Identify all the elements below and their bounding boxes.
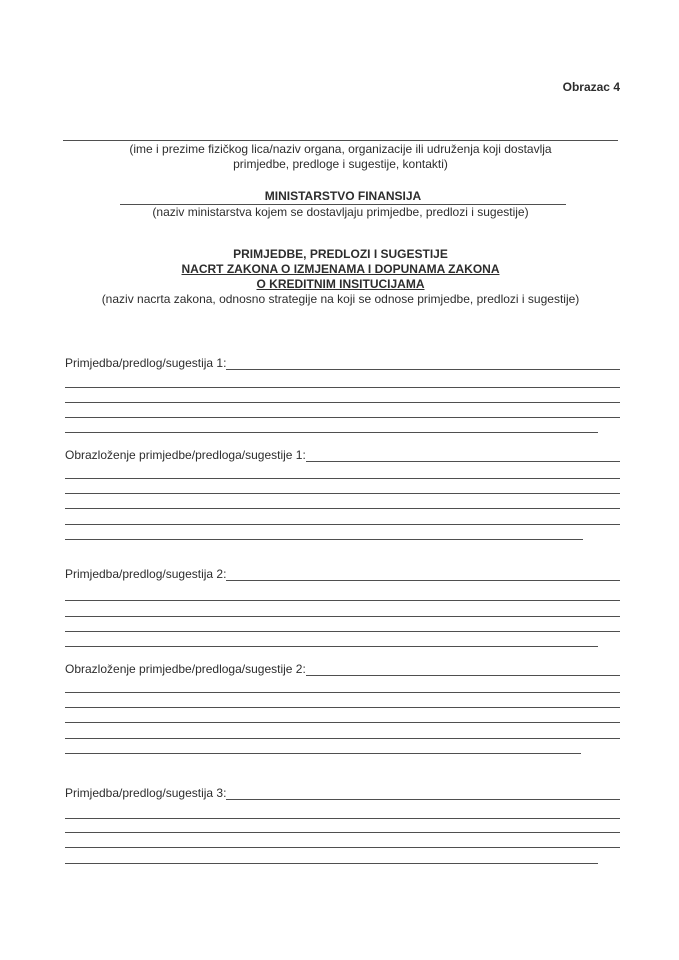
write-line bbox=[65, 847, 620, 848]
sender-caption-line2: primjedbe, predloge i sugestije, kontakti) bbox=[233, 157, 448, 171]
write-line-short bbox=[65, 432, 598, 433]
write-line-short bbox=[65, 646, 598, 647]
field-row-primjedba-1 bbox=[65, 356, 620, 370]
sender-fill-line bbox=[63, 140, 618, 141]
write-line bbox=[65, 387, 620, 388]
field-label-primjedba-1: Primjedba/predlog/sugestija 1: bbox=[65, 356, 227, 370]
document-title-line3: O KREDITNIM INSITUCIJAMA bbox=[256, 277, 425, 291]
write-line-short bbox=[65, 753, 581, 754]
write-line bbox=[65, 524, 620, 525]
write-line bbox=[65, 600, 620, 601]
field-fill-line bbox=[306, 448, 620, 462]
field-row-obrazlozenje-2 bbox=[65, 662, 620, 676]
write-line bbox=[65, 616, 620, 617]
write-line bbox=[65, 631, 620, 632]
field-label-primjedba-2: Primjedba/predlog/sugestija 2: bbox=[65, 567, 227, 581]
write-line bbox=[65, 692, 620, 693]
write-line bbox=[65, 478, 620, 479]
write-line bbox=[65, 818, 620, 819]
write-line bbox=[65, 417, 620, 418]
sender-caption-line1: (ime i prezime fizičkog lica/naziv organa, organizacije ili udruženja koji dostavlja bbox=[129, 142, 552, 156]
ministry-name: MINISTARSTVO FINANSIJA bbox=[120, 189, 566, 205]
write-line bbox=[65, 738, 620, 739]
write-line-short bbox=[65, 863, 598, 864]
field-fill-line bbox=[226, 356, 620, 370]
field-row-primjedba-3 bbox=[65, 786, 620, 800]
field-label-primjedba-3: Primjedba/predlog/sugestija 3: bbox=[65, 786, 227, 800]
write-line-short bbox=[65, 539, 583, 540]
field-fill-line bbox=[226, 567, 620, 581]
form-number: Obrazac 4 bbox=[562, 80, 620, 94]
field-row-primjedba-2 bbox=[65, 567, 620, 581]
field-fill-line bbox=[226, 786, 620, 800]
ministry-caption: (naziv ministarstva kojem se dostavljaju primjedbe, predlozi i sugestije) bbox=[152, 205, 529, 219]
field-label-obrazlozenje-1: Obrazloženje primjedbe/predloga/sugestije 1: bbox=[65, 448, 306, 462]
write-line bbox=[65, 722, 620, 723]
field-fill-line bbox=[306, 662, 620, 676]
write-line bbox=[65, 832, 620, 833]
write-line bbox=[65, 508, 620, 509]
document-title-line2: NACRT ZAKONA O IZMJENAMA I DOPUNAMA ZAKONA bbox=[181, 262, 500, 276]
field-row-obrazlozenje-1 bbox=[65, 448, 620, 462]
document-title-caption: (naziv nacrta zakona, odnosno strategije na koji se odnose primjedbe, predlozi i sugestije) bbox=[101, 292, 580, 306]
field-label-obrazlozenje-2: Obrazloženje primjedbe/predloga/sugestije 2: bbox=[65, 662, 306, 676]
document-title-line1: PRIMJEDBE, PREDLOZI I SUGESTIJE bbox=[233, 247, 448, 261]
write-line bbox=[65, 402, 620, 403]
write-line bbox=[65, 493, 620, 494]
write-line bbox=[65, 707, 620, 708]
